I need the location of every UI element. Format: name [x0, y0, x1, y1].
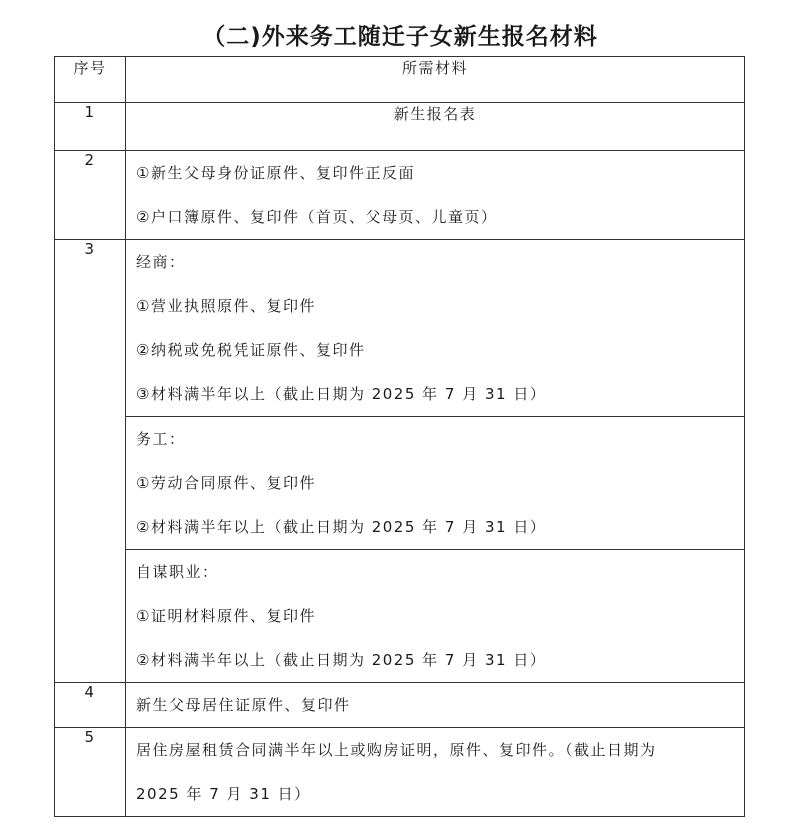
material-line: ①劳动合同原件、复印件: [136, 474, 316, 492]
material-line: 居住房屋租赁合同满半年以上或购房证明，原件、复印件。（截止日期为: [136, 741, 657, 759]
table-row: [55, 151, 745, 240]
material-line: ②材料满半年以上（截止日期为 2025 年 7 月 31 日）: [136, 518, 547, 536]
self-employed-materials: [126, 550, 745, 683]
document-title: （二)外来务工随迁子女新生报名材料: [202, 24, 598, 50]
material-line: ①新生父母身份证原件、复印件正反面: [136, 164, 415, 182]
table-header-row: [55, 57, 745, 103]
row-number: 3: [55, 240, 126, 683]
material-line: ①证明材料原件、复印件: [136, 607, 316, 625]
material-line: 新生父母居住证原件、复印件: [136, 696, 351, 714]
category-heading: 务工：: [136, 430, 186, 448]
table-row: [55, 417, 745, 550]
header-serial-number: 序号: [55, 57, 126, 103]
row-number: 1: [55, 103, 126, 151]
row-materials: [126, 683, 745, 728]
material-line: ②户口簿原件、复印件（首页、父母页、儿童页）: [136, 208, 498, 226]
materials-table: [54, 56, 745, 817]
table-row: [55, 550, 745, 683]
material-line: ①营业执照原件、复印件: [136, 297, 316, 315]
worker-materials: [126, 417, 745, 550]
material-line: 2025 年 7 月 31 日）: [136, 785, 311, 803]
material-line: ②材料满半年以上（截止日期为 2025 年 7 月 31 日）: [136, 651, 547, 669]
table-row: [55, 103, 745, 151]
row-number: 4: [55, 683, 126, 728]
row-number: 2: [55, 151, 126, 240]
business-materials: [126, 240, 745, 417]
table-row: [55, 240, 745, 417]
category-heading: 经商：: [136, 253, 186, 271]
row-materials: [126, 151, 745, 240]
category-heading: 自谋职业：: [136, 563, 219, 581]
table-row: [55, 728, 745, 817]
row-materials: [126, 728, 745, 817]
material-line: ②纳税或免税凭证原件、复印件: [136, 341, 366, 359]
row-number: 5: [55, 728, 126, 817]
header-required-materials: 所需材料: [126, 57, 745, 103]
table-row: [55, 683, 745, 728]
material-line: ③材料满半年以上（截止日期为 2025 年 7 月 31 日）: [136, 385, 547, 403]
row-text: 新生报名表: [126, 103, 745, 151]
